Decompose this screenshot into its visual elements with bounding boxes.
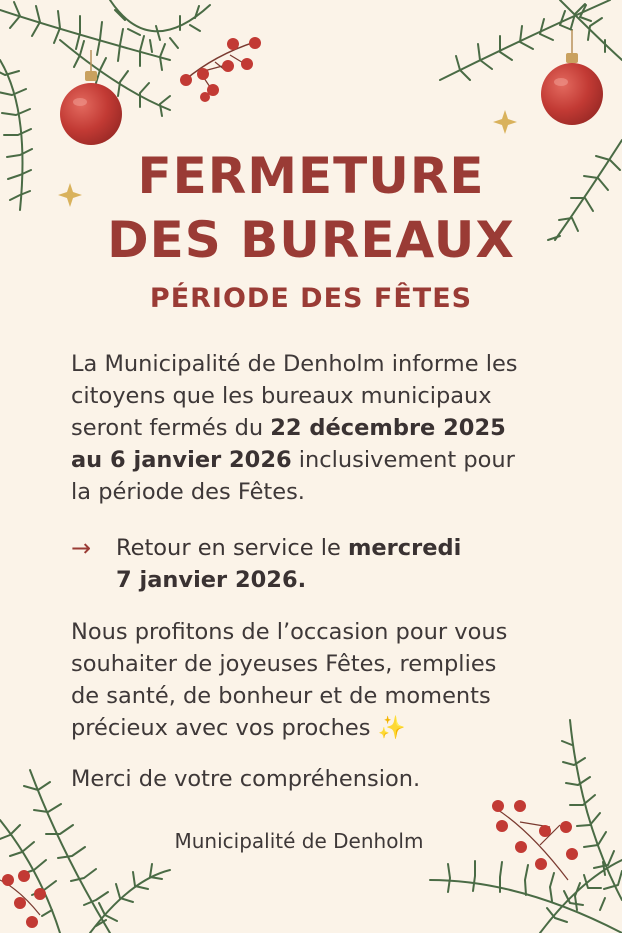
wishes-line: de santé, de bonheur et de moments [71, 683, 491, 709]
wishes-line [71, 712, 591, 744]
wishes-paragraph [71, 616, 591, 744]
intro-line [71, 444, 591, 476]
return-line [116, 564, 576, 596]
intro-line: La Municipalité de Denholm informe les [71, 351, 518, 377]
arrow-right-icon: → [71, 534, 92, 562]
closing-start-date: 22 décembre 2025 [270, 415, 506, 441]
intro-text: seront fermés du [71, 415, 271, 441]
closing-end-date: au 6 janvier 2026 [71, 447, 292, 473]
thanks-text: Merci de votre compréhension. [71, 766, 421, 792]
page-subtitle: PÉRIODE DES FÊTES [149, 283, 473, 314]
sparkles-icon: ✨ [377, 715, 406, 741]
intro-line: citoyens que les bureaux municipaux [71, 383, 492, 409]
ornament-icon [60, 50, 122, 145]
intro-line [71, 412, 591, 444]
return-label: Retour en service le [116, 535, 348, 561]
page-title-line1: FERMETURE [137, 147, 485, 205]
intro-paragraph [71, 348, 591, 508]
holly-berries-icon [180, 37, 261, 102]
return-text [116, 532, 576, 596]
wishes-text: précieux avec vos proches [71, 715, 371, 741]
return-weekday: mercredi [347, 535, 462, 561]
return-line [116, 532, 576, 564]
signature: Municipalité de Denholm [174, 829, 424, 853]
return-date: 7 janvier 2026. [116, 567, 307, 593]
wishes-line: souhaiter de joyeuses Fêtes, remplies [71, 651, 497, 677]
page-title-line2: DES BUREAUX [107, 211, 515, 269]
ornament-icon [541, 30, 603, 125]
intro-line: la période des Fêtes. [71, 479, 305, 505]
holly-berries-icon [0, 870, 46, 928]
intro-text: inclusivement pour [291, 447, 515, 473]
wishes-line: Nous profitons de l’occasion pour vous [71, 619, 508, 645]
